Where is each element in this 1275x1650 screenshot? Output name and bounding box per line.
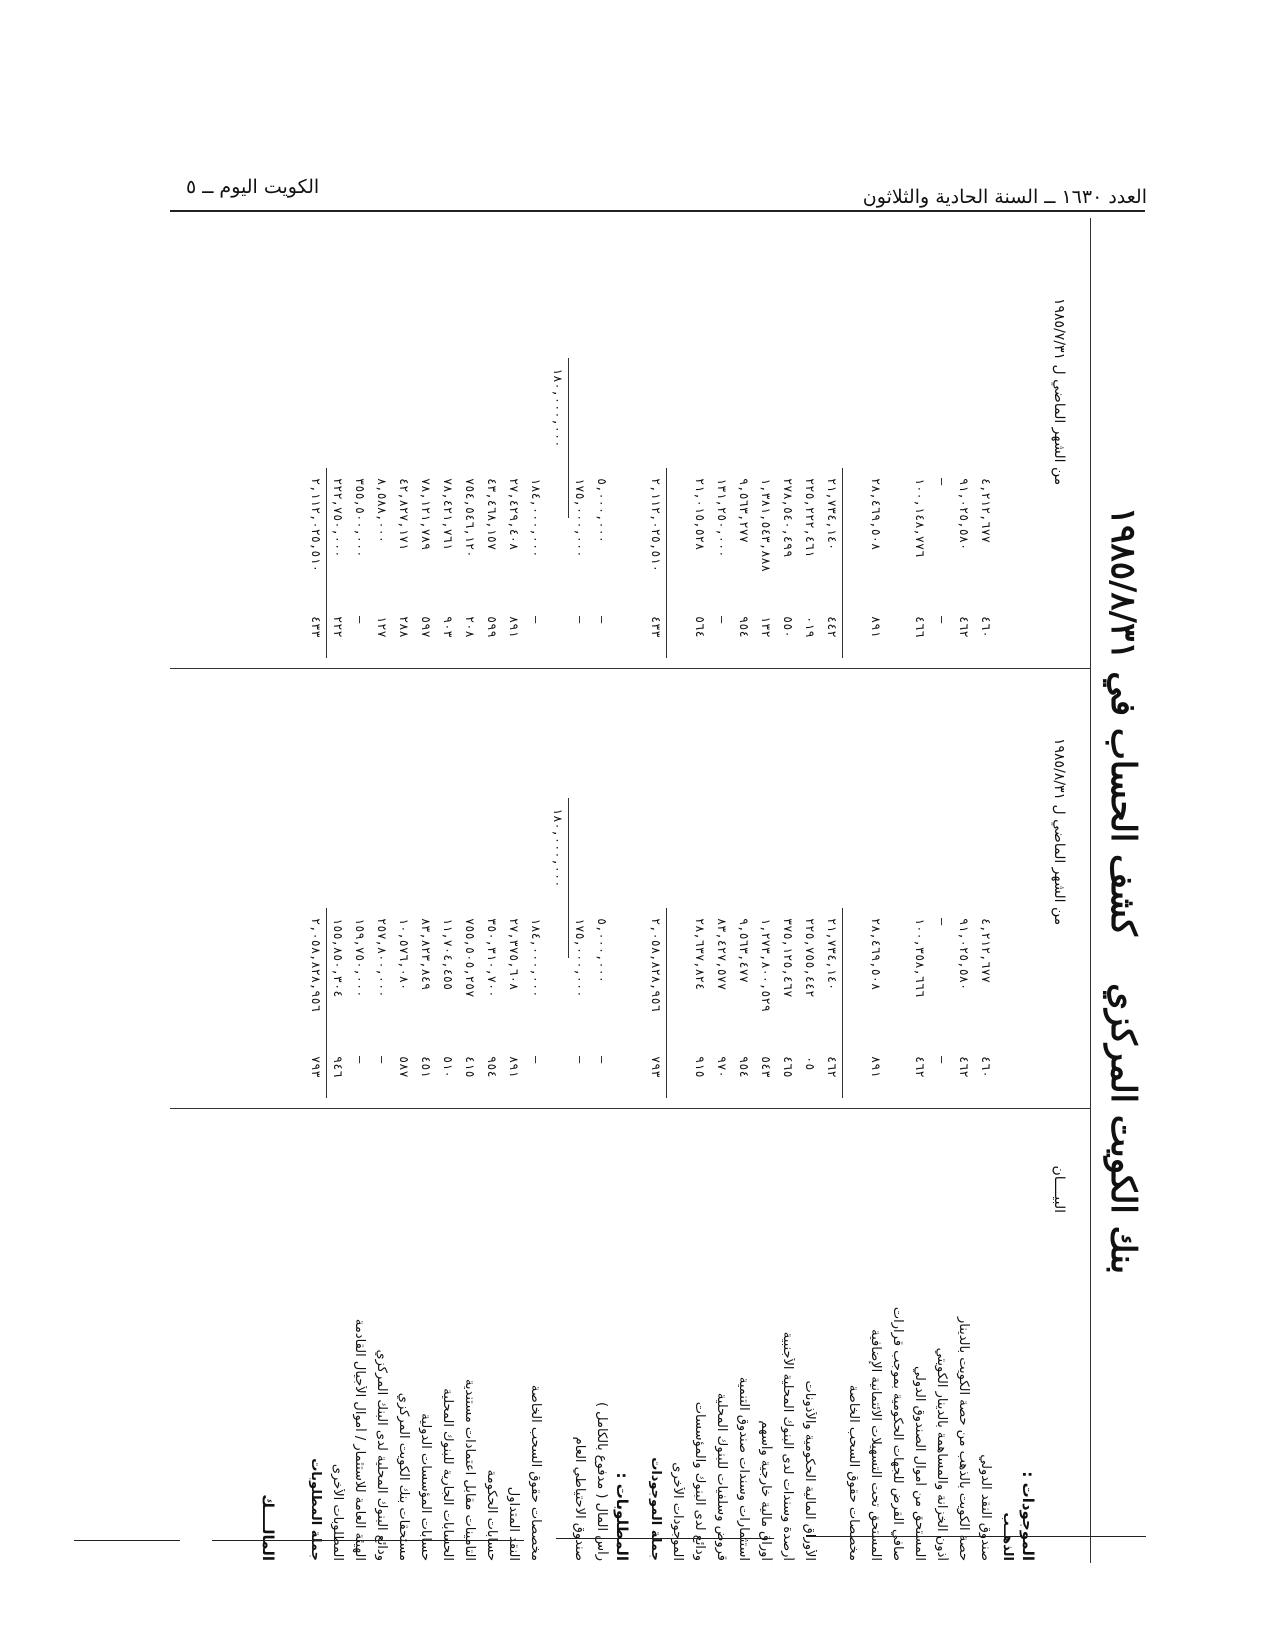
bank-name: بنك الكويت المركزي	[1103, 983, 1143, 1275]
current-value: ٩١,٠٢٥,٥٨٠	[957, 918, 971, 991]
statement-row	[711, 218, 729, 1563]
prior-value: ٢٢٢,٧٥٠,٠٠٠	[331, 478, 345, 558]
subtotal-rule	[842, 908, 843, 1098]
current-value: ٤٦٥	[781, 1056, 795, 1078]
current-value: ١٥٥,٨٥٠,٣٠٤	[331, 918, 345, 998]
statement-row	[415, 218, 433, 1563]
prior-value: ١٨٠,٠٠٠,٠٠٠	[551, 368, 565, 448]
statement-row	[689, 218, 707, 1563]
prior-value: ٩,٥٦٣,٢٧٧	[737, 478, 751, 544]
prior-value: ٤٢,٨٢٧,١٧١	[397, 478, 411, 551]
statement-row	[459, 218, 477, 1563]
current-value: ٩٤٦	[331, 1056, 345, 1078]
row-label: الأوراق المالية الحكومية والأذونات	[802, 1380, 817, 1561]
row-label: التأمينات مقابل اعتمادات مستندية	[462, 1378, 477, 1561]
current-value: ١٠٠,٣٥٨,٦٦٦	[913, 918, 927, 998]
current-value: ٧٥٥,٥٠٥,٢٥٧	[463, 918, 477, 998]
row-label: مخصصات حقوق السحب الخاصة	[846, 1384, 861, 1561]
current-value: ٢٨,٤٦٩,٥٠٨	[869, 918, 883, 991]
prior-value: ٢,١١٢,٠٢٥,٥١٠	[309, 478, 323, 572]
statement-row	[953, 218, 971, 1563]
prior-value: ٩٥٤	[737, 616, 751, 638]
current-value: ٧٩٣	[649, 1056, 663, 1078]
current-value: ٥,٠٠٠,٠٠٠	[595, 918, 609, 984]
prior-value: ١٠٠,١٤٨,٧٧٦	[913, 478, 927, 558]
current-value: ١١,٧٠٤,٤٥٥	[441, 918, 455, 991]
prior-value: ٩٠٣	[441, 616, 455, 638]
current-value: ٨٩١	[507, 1056, 521, 1078]
publication-header: الكويت اليوم ــ ٥	[186, 176, 320, 198]
prior-period-header: من الشهر الماضي ل ١٩٨٥/٧/٣١	[1051, 298, 1067, 486]
row-label: صافي القرض للجهات الحكومية بموجب قرارات	[890, 1306, 905, 1561]
statement-row	[481, 218, 499, 1563]
prior-value: ٢,١١٢,٠٢٥,٥١٠	[649, 478, 663, 572]
prior-value: ٧٨,١٢١,٧٨٩	[419, 478, 433, 551]
row-label: استثمارات وسندات صندوق التنمية	[736, 1376, 751, 1561]
prior-value: ٢٢٥,٢٢٢,٤٦١	[803, 478, 817, 558]
row-label: جملة المطلوبات	[308, 1458, 323, 1561]
statement-row	[799, 218, 817, 1563]
current-value: ٤٥١	[419, 1056, 433, 1078]
row-label: قروض وسلفيات للبنوك المحلية	[714, 1392, 729, 1561]
current-value: ١٨٠,٠٠٠,٠٠٠	[551, 808, 565, 888]
statement-row	[997, 218, 1015, 1563]
footer-rule-3	[556, 1538, 774, 1539]
prior-value: ٧٥٤,٥٤٦,١٢٠	[463, 478, 477, 558]
current-value: ٥١٠	[441, 1056, 455, 1078]
current-value: –	[935, 1056, 949, 1064]
prior-value: ٥٩٧	[419, 616, 433, 638]
prior-value: ٤٣٣	[649, 616, 663, 638]
statement-row	[821, 218, 839, 1563]
row-label: المطلوبات الأخرى	[330, 1463, 345, 1561]
current-value: ٤٦٢	[957, 1056, 971, 1078]
row-label: النقد المتداول	[506, 1486, 521, 1561]
prior-value: –	[353, 616, 367, 624]
statement-row	[645, 218, 663, 1563]
current-value: –	[935, 918, 949, 926]
prior-value: ٥٩٩	[485, 616, 499, 638]
current-value: ٢,٠٥٨,٨٢٨,٩٥٦	[649, 918, 663, 1012]
row-label: المستحق من أموال الصندوق الدولي	[912, 1365, 927, 1561]
footer-rule-2	[212, 1540, 524, 1541]
current-value: ٤,٢١٢,٦٧٧	[979, 918, 993, 984]
statement-row	[667, 218, 685, 1563]
row-label: جملة الموجودات	[648, 1457, 663, 1561]
balance-sheet	[170, 218, 1145, 1563]
prior-value: ٥٦٤	[693, 616, 707, 638]
statement-row	[503, 218, 521, 1563]
prior-value: ٠١٩	[803, 616, 817, 638]
current-value: ٩٥٤	[485, 1056, 499, 1078]
current-value: ٩١٥	[693, 1056, 707, 1078]
current-value: ٤٦٠	[979, 1056, 993, 1078]
statement-row	[931, 218, 949, 1563]
row-label: أوراق مالية خارجية وأسهم	[758, 1420, 773, 1561]
current-value: –	[573, 1056, 587, 1064]
row-label: الموجودات :	[1019, 1471, 1037, 1561]
statement-row	[909, 218, 927, 1563]
statement-row	[569, 218, 587, 1563]
prior-value: ١٨٤,٠٠٠,٠٠٠	[529, 478, 543, 558]
row-label: الهيئة العامة للاستثمار / أموال الأجيال القادمة	[352, 1318, 367, 1561]
subtotal-rule	[666, 908, 667, 1098]
prior-value: ١٣١,٢٥٠,٠٠٠	[715, 478, 729, 558]
prior-value: ٤٣,٤٦٨,١٥٧	[485, 478, 499, 551]
row-label: المطلوبات :	[613, 1472, 631, 1561]
current-value: ٩٧٠	[715, 1056, 729, 1078]
row-label: الحسابات الجارية للبنوك المحلية	[440, 1388, 455, 1561]
statement-row	[733, 218, 751, 1563]
current-value: ٥٤٣	[759, 1056, 773, 1078]
statement-row	[843, 218, 861, 1563]
current-value: ٢,٠٥٨,٨٢٨,٩٥٦	[309, 918, 323, 1012]
prior-value: ٢٠٨	[463, 616, 477, 638]
subtotal-rule	[666, 468, 667, 658]
statement-row	[259, 218, 277, 1563]
statement-row	[1019, 218, 1037, 1563]
prior-value: ١٧٥,٠٠٠,٠٠٠	[573, 478, 587, 558]
statement-row	[349, 218, 367, 1563]
subtotal-rule	[568, 798, 569, 958]
row-label: حصة الكويت بالذهب من حصة الكويت بالدينار	[956, 1316, 971, 1561]
current-value: ٥٨٧	[397, 1056, 411, 1078]
statement-row	[327, 218, 345, 1563]
current-value: ٢٧,٣٧٥,٦٠٨	[507, 918, 521, 991]
current-value: ١٨٤,٠٠٠,٠٠٠	[529, 918, 543, 998]
statement-stage	[170, 218, 1145, 1563]
prior-value: –	[573, 616, 587, 624]
prior-value: ٢٨,٤٦٩,٥٠٨	[869, 478, 883, 551]
current-value: ٨٣,٨٢٣,٨٤٩	[419, 918, 433, 991]
prior-value: ٤٦٠	[979, 616, 993, 638]
current-value: –	[353, 1056, 367, 1064]
current-value: ٠٥	[803, 1056, 817, 1071]
current-value: ١,٢٧٣,٨٠٠,٥٢٩	[759, 918, 773, 1012]
current-value: ٢٢٥,٧٥٥,٤٤٢	[803, 918, 817, 998]
statement-row	[591, 218, 609, 1563]
row-label: أرصدة وسندات لدى البنوك المحلية الأجنبية	[780, 1331, 795, 1561]
footer-rule-4	[806, 1536, 1146, 1537]
row-label: الموجودات الأخرى	[670, 1462, 685, 1561]
current-value: ٤٦٢	[913, 1056, 927, 1078]
current-period-header: من الشهر الماضي ل ١٩٨٥/٨/٣١	[1051, 738, 1067, 926]
statement-row	[887, 218, 905, 1563]
current-value: ١٥٩,٧٥٠,٠٠٠	[353, 918, 367, 998]
current-value: ٤١٥	[463, 1056, 477, 1078]
current-value: ١٧٥,٠٠٠,٠٠٠	[573, 918, 587, 998]
current-value: ٨٣,٤٢٧,٥٧٧	[715, 918, 729, 991]
statement-row	[547, 218, 565, 1563]
prior-value: –	[529, 616, 543, 624]
row-label: حسابات المؤسسات الدولية	[418, 1413, 433, 1561]
prior-value: ٤,٢١٢,٦٧٧	[979, 478, 993, 544]
statement-date: كشف الحساب في ١٩٨٥/٨/٣١	[1103, 506, 1143, 936]
row-label: المستحق تحت التسهيلات الائتمانية الإضافية	[868, 1329, 883, 1561]
statement-row	[777, 218, 795, 1563]
current-value: ٩٥٤	[737, 1056, 751, 1078]
prior-value: –	[595, 616, 609, 624]
prior-value: ٢١,٧٣٤,١٤٠	[825, 478, 839, 551]
issue-header: العدد ١٦٣٠ ــ السنة الحادية والثلاثون	[862, 186, 1147, 208]
prior-value: ٧٨,٤٢١,٧٦١	[441, 478, 455, 551]
row-label: أذون الخزانة والمساهمة بالدينار الكويتي	[934, 1347, 949, 1561]
prior-value: ٨٩١	[869, 616, 883, 638]
current-value: ٣٧٥,١٢٥,٤٦٧	[781, 918, 795, 998]
row-label: صندوق الاحتياطي العام	[572, 1436, 587, 1561]
prior-value: ٢١,٠١٥,٥٢٨	[693, 478, 707, 551]
statement-row	[305, 218, 323, 1563]
current-value: ١٠,٥٧٦,٠٨٠	[397, 918, 411, 991]
header-rule	[170, 210, 1145, 212]
current-value: –	[595, 1056, 609, 1064]
row-label: رأس المال ( مدفوع بالكامل )	[594, 1401, 609, 1561]
row-label: مخصصات حقوق السحب الخاصة	[528, 1384, 543, 1561]
row-label: ودائع البنوك المحلية لدى البنك المركزي	[374, 1349, 389, 1561]
prior-value: ٢٧,٤٢٩,٤٠٨	[507, 478, 521, 551]
current-value: ٢١,٧٣٤,١٤٠	[825, 918, 839, 991]
current-value: ٣٥٠,٣١٠,٧٠٠	[485, 918, 499, 998]
statement-column-header: البيــــان	[1051, 1165, 1067, 1213]
subtotal-rule	[568, 358, 569, 518]
prior-value: ٣٥٥,٥٠٠,٠٠٠	[353, 478, 367, 558]
prior-value: ٤٦٢	[957, 616, 971, 638]
current-value: ٢٥٧,٨٠٠,٠٠٠	[375, 918, 389, 998]
statement-row	[525, 218, 543, 1563]
current-value: ٢٨,٦٣٧,٨٢٤	[693, 918, 707, 991]
row-label: حسابات الحكومة	[484, 1469, 499, 1561]
prior-value: ١٢٧	[375, 616, 389, 638]
prior-value: ٤٦٦	[913, 616, 927, 638]
prior-value: ٢٢٢	[331, 616, 345, 638]
prior-value: ١٣٢	[759, 616, 773, 638]
current-value: ٨٩١	[869, 1056, 883, 1078]
row-label: ودائع لدى البنوك والمؤسسات	[692, 1401, 707, 1561]
subtotal-rule	[842, 468, 843, 658]
statement-row	[865, 218, 883, 1563]
subtotal-rule	[326, 468, 327, 658]
prior-value: ٤٤٢	[825, 616, 839, 638]
current-value: ٧٩٣	[309, 1056, 323, 1078]
statement-row	[975, 218, 993, 1563]
prior-value: ٨٩١	[507, 616, 521, 638]
statement-row	[371, 218, 389, 1563]
prior-value: –	[935, 616, 949, 624]
current-value: ٩,٥٦٣,٤٧٧	[737, 918, 751, 984]
prior-value: ٢٧٨,٥٤٠,٤٩٩	[781, 478, 795, 558]
statement-row	[613, 218, 631, 1563]
row-label: صندوق النقد الدولي	[978, 1454, 993, 1561]
prior-value: ٤٣٣	[309, 616, 323, 638]
prior-value: ٥,٠٠٠,٠٠٠	[595, 478, 609, 544]
prior-value: –	[715, 616, 729, 624]
prior-value: ٢٨٨	[397, 616, 411, 638]
prior-value: ٩١,٠٢٥,٥٨٠	[957, 478, 971, 551]
prior-value: ١,٣٨١,٥٤٣,٨٨٨	[759, 478, 773, 572]
footer-rule-1	[74, 1540, 180, 1541]
row-label: الذهــب	[1000, 1512, 1015, 1561]
prior-value: ٨,٥٨٨,٠٠٠	[375, 478, 389, 544]
prior-value: ٥٥٠	[781, 616, 795, 638]
row-label: مستحقات بنك الكويت المركزي	[396, 1392, 411, 1561]
current-value: –	[375, 1056, 389, 1064]
statement-title	[1103, 218, 1143, 1563]
prior-value: –	[935, 478, 949, 486]
statement-row	[393, 218, 411, 1563]
column-header-rule	[1090, 218, 1091, 1563]
current-value: –	[529, 1056, 543, 1064]
subtotal-rule	[326, 908, 327, 1098]
statement-row	[755, 218, 773, 1563]
current-value: ٤٦٢	[825, 1056, 839, 1078]
statement-row	[437, 218, 455, 1563]
row-label: المالــــك	[259, 1494, 277, 1561]
